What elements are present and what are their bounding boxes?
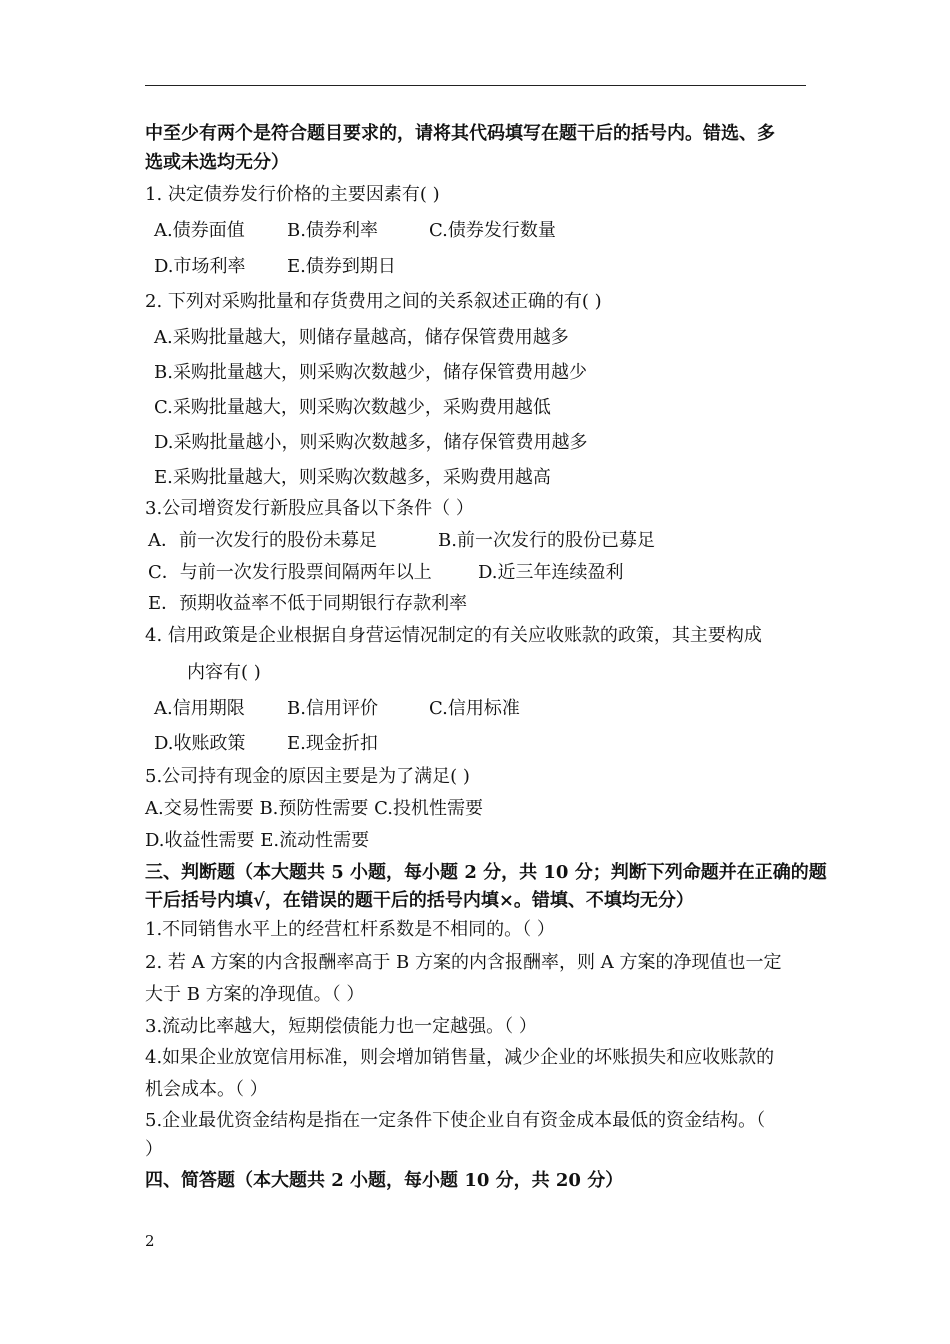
section3-item-2-line-2: 大于 B 方案的净现值。（ ） bbox=[145, 984, 365, 1005]
q4-option-e: E.现金折扣 bbox=[287, 733, 378, 754]
q1-option-c: C.债券发行数量 bbox=[429, 220, 556, 241]
q1-option-d: D.市场利率 bbox=[154, 256, 246, 277]
page-number: 2 bbox=[145, 1232, 155, 1250]
q4-stem-line-1: 4. 信用政策是企业根据自身营运情况制定的有关应收账款的政策，其主要构成 bbox=[145, 625, 762, 646]
q4-option-d: D.收账政策 bbox=[154, 733, 246, 754]
header-rule bbox=[145, 85, 806, 86]
q2-option-e: E.采购批量越大，则采购次数越多，采购费用越高 bbox=[154, 467, 551, 488]
q5-stem: 5.公司持有现金的原因主要是为了满足( ) bbox=[145, 766, 470, 787]
q3-option-a: A．前一次发行的股份未募足 bbox=[148, 530, 377, 551]
section3-item-3: 3.流动比率越大，短期偿债能力也一定越强。（ ） bbox=[145, 1016, 537, 1037]
section3-item-5-line-1: 5.企业最优资金结构是指在一定条件下使企业自有资金成本最低的资金结构。（ bbox=[145, 1110, 766, 1131]
q2-stem: 2. 下列对采购批量和存货费用之间的关系叙述正确的有( ) bbox=[145, 291, 602, 312]
q4-option-a: A.信用期限 bbox=[154, 698, 245, 719]
section4-heading: 四、简答题（本大题共 2 小题，每小题 10 分，共 20 分） bbox=[145, 1170, 624, 1191]
q3-stem: 3.公司增资发行新股应具备以下条件（ ） bbox=[145, 498, 474, 519]
q3-option-b: B.前一次发行的股份已募足 bbox=[438, 530, 655, 551]
q3-option-d: D.近三年连续盈利 bbox=[478, 562, 624, 583]
q4-option-b: B.信用评价 bbox=[287, 698, 378, 719]
q2-option-a: A.采购批量越大，则储存量越高，储存保管费用越多 bbox=[154, 327, 569, 348]
section3-item-4-line-2: 机会成本。（ ） bbox=[145, 1079, 268, 1100]
intro-line-1: 中至少有两个是符合题目要求的，请将其代码填写在题干后的括号内。错选、多 bbox=[145, 123, 775, 144]
intro-line-2: 选或未选均无分） bbox=[145, 152, 289, 173]
q1-option-e: E.债券到期日 bbox=[287, 256, 396, 277]
q1-stem: 1. 决定债券发行价格的主要因素有( ) bbox=[145, 184, 440, 205]
q3-option-e: E．预期收益率不低于同期银行存款利率 bbox=[148, 593, 468, 614]
q5-options-row-1: A.交易性需要 B.预防性需要 C.投机性需要 bbox=[145, 798, 483, 819]
q2-option-b: B.采购批量越大，则采购次数越少，储存保管费用越少 bbox=[154, 362, 587, 383]
q2-option-d: D.采购批量越小，则采购次数越多，储存保管费用越多 bbox=[154, 432, 588, 453]
section3-item-5-line-2: ） bbox=[145, 1139, 163, 1160]
q1-option-a: A.债券面值 bbox=[154, 220, 245, 241]
section3-item-4-line-1: 4.如果企业放宽信用标准，则会增加销售量，减少企业的坏账损失和应收账款的 bbox=[145, 1047, 775, 1068]
section3-heading-line-2: 干后括号内填√，在错误的题干后的括号内填×。错填、不填均无分） bbox=[145, 890, 694, 911]
q4-stem-line-2: 内容有( ) bbox=[187, 662, 261, 683]
q5-options-row-2: D.收益性需要 E.流动性需要 bbox=[145, 830, 370, 851]
q1-option-b: B.债券利率 bbox=[287, 220, 378, 241]
section3-item-2-line-1: 2. 若 A 方案的内含报酬率高于 B 方案的内含报酬率，则 A 方案的净现值也一定 bbox=[145, 952, 782, 973]
section3-heading-line-1: 三、判断题（本大题共 5 小题，每小题 2 分，共 10 分；判断下列命题并在正确的题 bbox=[145, 862, 827, 883]
q3-option-c: C．与前一次发行股票间隔两年以上 bbox=[148, 562, 432, 583]
q4-option-c: C.信用标准 bbox=[429, 698, 520, 719]
q2-option-c: C.采购批量越大，则采购次数越少，采购费用越低 bbox=[154, 397, 551, 418]
section3-item-1: 1.不同销售水平上的经营杠杆系数是不相同的。（ ） bbox=[145, 919, 555, 940]
